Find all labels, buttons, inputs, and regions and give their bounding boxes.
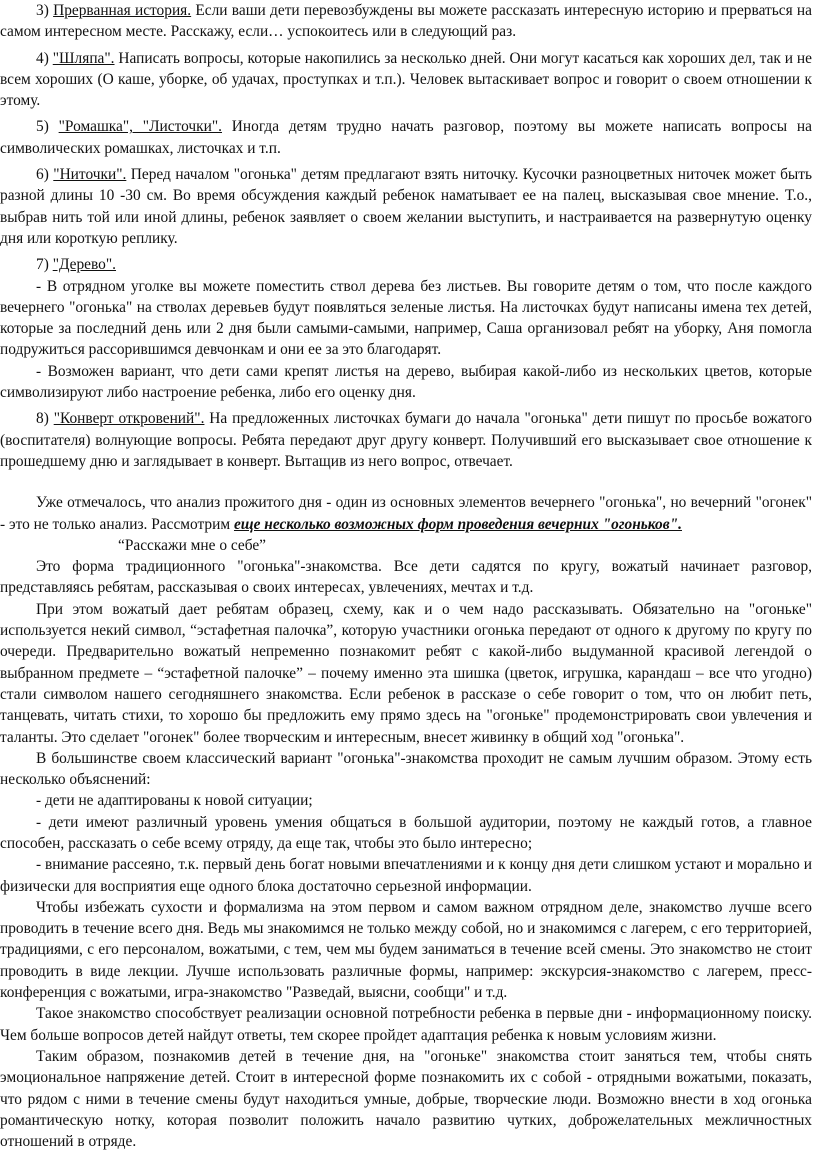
method-title: Прерванная история. <box>53 2 192 19</box>
body-paragraph: Это форма традиционного "огонька"-знакомства. Все дети садятся по кругу, вожатый начинает разговор, представляясь ребятам, рассказывая о своих интересах, увлечениях, мечтах и т.д. <box>0 558 812 597</box>
method-7-variant: - Возможен вариант, что дети сами крепят листья на дерево, выбирая какой-либо из нескольких цветов, которые символизируют либо настроение ребенка, либо его оценку дня. <box>0 362 812 402</box>
intro-paragraph <box>0 492 812 535</box>
method-6 <box>0 164 812 249</box>
body-paragraph: При этом вожатый дает ребятам образец, схему, как и о чем надо рассказывать. Обязательно на "огоньке" используется некий символ, “эстафетная палочка”, которую участники огонька передают от одного к другому по кругу по очереди. Предварительно вожатый непременно познакомит ребят с какой-либо выдуманной красивой легендой о выбранном предмете – “эстафетной палочке” – почему именно эта шишка (цветок, игрушка, карандаш – все что угодно) стали символом нашего сегодняшнего знакомства. Если ребенок в рассказе о себе говорит о том, что он любит петь, танцевать, читать стихи, то хорошо бы предложить ему прямо здесь на "огоньке" продемонстрировать свои увлечения и таланты. Это сделает "огонек" более творческим и интересным, внесет живинку в общий ход "огонька". <box>0 600 812 746</box>
closing-paragraph: Такое знакомство способствует реализации основной потребности ребенка в первые дни - информационному поиску. Чем больше вопросов детей найдут ответы, тем скорее пройдет адаптация ребенка к новым условиям жизни. <box>0 1005 812 1044</box>
method-text: Перед началом "огонька" детям предлагают взять ниточку. Кусочки разноцветных ниточек может быть разной длины 10 -30 см. Во время обсуждения каждый ребенок наматывает ее на палец, высказывая свое мнение. Т.о., выбрав нить той или иной длины, ребенок заявляет о своем желании выступить, и настраивается на развернутую оценку дня или короткую реплику. <box>0 166 812 247</box>
method-5 <box>0 116 812 159</box>
method-number: 3) <box>36 2 49 19</box>
method-title: "Ромашка", "Листочки". <box>58 118 222 136</box>
method-text: Если ваши дети перевозбуждены вы можете рассказать интересную историю и прерваться на самом интересном месте. Расскажу, если… успокоитесь или в следующий раз. <box>0 2 812 41</box>
method-8 <box>0 408 812 472</box>
method-4 <box>0 48 812 112</box>
reason-item: - внимание рассеяно, т.к. первый день богат новыми впечатлениями и к концу дня дети слишком устают и морально и физически для восприятия еще одного блока достаточно серьезной информации. <box>0 856 812 895</box>
method-text: Иногда детям трудно начать разговор, поэтому вы можете написать вопросы на символических ромашках, листочках и т.п. <box>0 118 812 157</box>
method-7-heading <box>0 254 812 275</box>
method-text: На предложенных листочках бумаги до начала "огонька" дети пишут по просьбе вожатого (воспитателя) волнующие вопросы. Ребята передают друг другу конверт. Получивший его высказывает свое отношение к прошедшему дню и заглядывает в конверт. Вытащив из него вопрос, отвечает. <box>0 410 812 470</box>
reason-item: - дети имеют различный уровень умения общаться в большой аудитории, поэтому не каждый готов, а главное способен, рассказать о себе всему отряду, да еще так, чтобы это было интересно; <box>0 813 812 852</box>
intro-emphasis: еще несколько возможных форм проведения вечерних "огоньков". <box>233 515 682 533</box>
reason-item: - дети не адаптированы к новой ситуации; <box>36 792 313 810</box>
method-number: 5) <box>36 118 49 136</box>
method-number: 8) <box>36 410 49 428</box>
closing-paragraph: Чтобы избежать сухости и формализма на этом первом и самом важном отрядном деле, знакомство лучше всего проводить в течение всего дня. Ведь мы знакомимся не только между собой, но и знакомимся с лагерем, с его территорией, традициями, с его персоналом, вожатыми, с тем, чем мы будем заниматься в течение всей смены. Это знакомство не стоит проводить в виде лекции. Лучше использовать различные формы, например: экскурсия-знакомство с лагерем, пресс-конференция с вожатыми, игра-знакомство "Разведай, выясни, сообщи" и т.д. <box>0 898 812 1002</box>
method-number: 6) <box>36 166 49 184</box>
method-3 <box>0 0 812 43</box>
closing-paragraph: Таким образом, познакомив детей в течение дня, на "огоньке" знакомства стоит заняться тем, чтобы снять эмоциональное напряжение детей. Стоит в интересной форме познакомить их с собой - отрядными вожатыми, показать, что рядом с ними в течение смены будут находиться умные, добрые, творческие люди. Возможно внести в ход огонька романтическую нотку, которая позволит положить начало развитию чутких, доброжелательных межличностных отношений в отряде. <box>0 1047 812 1151</box>
body-paragraph: В большинстве своем классический вариант "огонька"-знакомства проходит не самым лучшим образом. Этому есть несколько объяснений: <box>0 749 812 789</box>
method-title: "Шляпа". <box>52 49 115 67</box>
method-7-paragraph: - В отрядном уголке вы можете поместить ствол дерева без листьев. Вы говорите детям о том, что после каждого вечернего "огонька" на стволах деревьев будут появляться зеленые листья. На листочках будут написаны имена тех детей, которые за последний день или 2 дня были самыми-самыми, например, Саша организовал ребят на уборку, Аня помогла подружиться рассорившимся девчонкам и они ее за это благодарят. <box>0 277 812 359</box>
method-title: "Конверт откровений". <box>53 410 205 428</box>
intro-text: Уже отмечалось, что анализ прожитого дня - один из основных элементов вечернего "огонька", но вечерний "огонек" - это не только анализ. Рассмотрим <box>0 494 812 533</box>
method-title: "Дерево". <box>52 256 117 274</box>
section-heading: “Расскажи мне о себе” <box>118 536 267 554</box>
method-number: 7) <box>36 256 49 274</box>
method-title: "Ниточки". <box>53 166 127 184</box>
method-number: 4) <box>36 49 49 67</box>
method-text: Написать вопросы, которые накопились за несколько дней. Они могут касаться как хороших дел, так и не всем хороших (О каше, уборке, об удачах, проступках и т.п.). Человек вытаскивает вопрос и говорит о своем отношении к этому. <box>0 49 812 110</box>
